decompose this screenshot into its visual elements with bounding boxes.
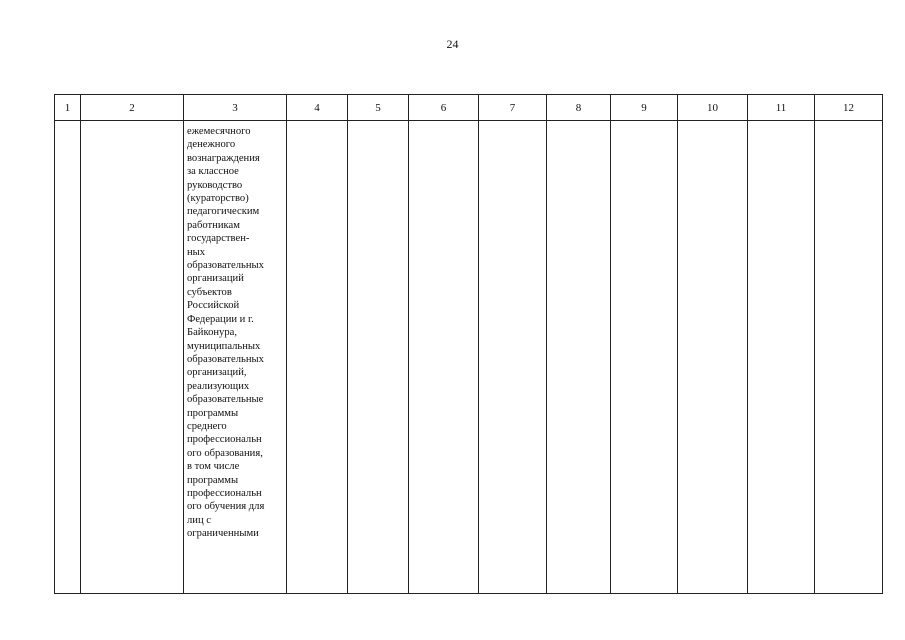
column-header-11: 11 — [748, 95, 815, 121]
data-table — [54, 94, 883, 594]
column-header-6: 6 — [409, 95, 479, 121]
column-header-7: 7 — [479, 95, 547, 121]
column-header-2: 2 — [81, 95, 184, 121]
table-cell-1 — [55, 121, 81, 594]
table-cell-10 — [678, 121, 748, 594]
table-cell-9 — [611, 121, 678, 594]
column-header-4: 4 — [287, 95, 348, 121]
table-cell-3 — [184, 121, 287, 594]
table-cell-7 — [479, 121, 547, 594]
table-cell-2 — [81, 121, 184, 594]
column-header-5: 5 — [348, 95, 409, 121]
column-header-1: 1 — [55, 95, 81, 121]
column-header-10: 10 — [678, 95, 748, 121]
table-cell-6 — [409, 121, 479, 594]
column-header-8: 8 — [547, 95, 611, 121]
column-header-12: 12 — [815, 95, 883, 121]
column-header-9: 9 — [611, 95, 678, 121]
table-header-row — [55, 95, 883, 121]
table-row — [55, 121, 883, 594]
table-cell-8 — [547, 121, 611, 594]
table-cell-4 — [287, 121, 348, 594]
table-cell-11 — [748, 121, 815, 594]
table-cell-12 — [815, 121, 883, 594]
column-header-3: 3 — [184, 95, 287, 121]
page-number: 24 — [446, 37, 459, 51]
table-cell-3-text: ежемесячного денежного вознаграждения за классное руководство (кураторство) педагогическим работникам государствен- ных образовательных организаций субъектов Российской Федерации и г. Байконура, муниципальных образовательных организаций, реализующих образовательные программы среднего профессиональн ого образования, в том числе программы профессиональн ого обучения для лиц с ограниченными — [187, 126, 265, 540]
table-cell-5 — [348, 121, 409, 594]
